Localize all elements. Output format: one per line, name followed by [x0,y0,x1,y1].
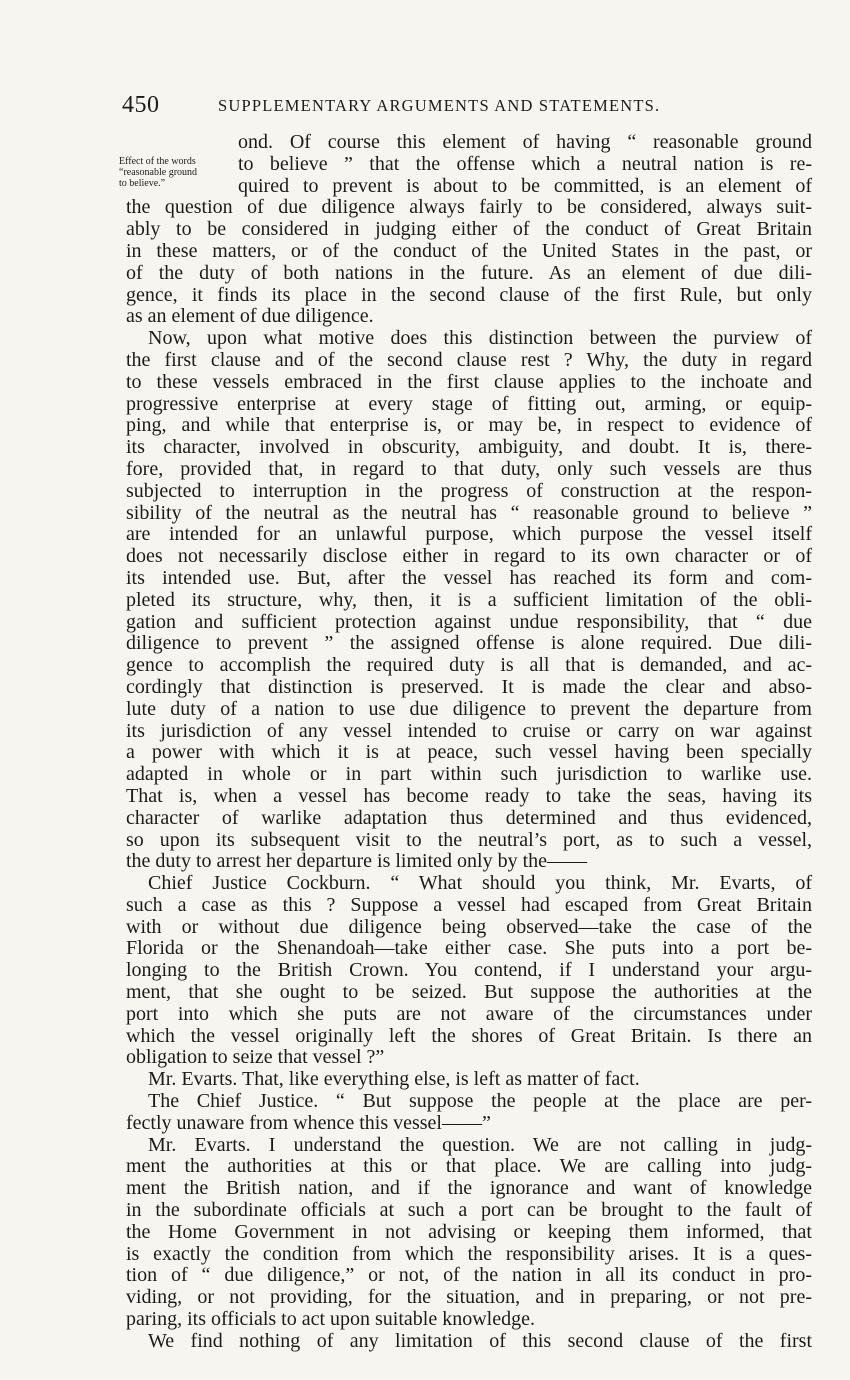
text-line: to these vessels embraced in the first clause applies to the inchoate and [126,370,812,393]
text-line: diligence to prevent ” the assigned offense is alone required. Due dili- [126,632,812,655]
text-line: fore, provided that, in regard to that duty, only such vessels are thus [126,457,812,480]
text-line: The Chief Justice. “ But suppose the people at the place are per- [148,1090,812,1113]
text-line: of the duty of both nations in the future. As an element of due dili- [126,261,812,284]
text-line: That is, when a vessel has become ready to take the seas, having its [126,784,812,807]
text-line: Now, upon what motive does this distinction between the purview of [148,327,812,350]
text-line: a power with which it is at peace, such vessel having been specially [126,741,812,764]
text-line: port into which she puts are not aware of the circumstances under [126,1002,812,1025]
text-line: obligation to seize that vessel ?” [126,1046,385,1069]
text-line: does not necessarily disclose either in regard to its own character or of [126,545,812,568]
text-line: its character, involved in obscurity, ambiguity, and doubt. It is, there- [126,436,812,459]
text-line: ably to be considered in judging either of the conduct of Great Britain [126,218,812,241]
text-line: the duty to arrest her departure is limited only by the—— [126,850,587,873]
text-line: We find nothing of any limitation of this second clause of the first [148,1329,812,1352]
text-line: quired to prevent is about to be committed, is an element of [238,174,812,197]
text-line: ment, that she ought to be seized. But suppose the authorities at the [126,981,812,1004]
text-line: the first clause and of the second clause rest ? Why, the duty in regard [126,348,812,371]
text-line: progressive enterprise at every stage of fitting out, arming, or equip- [126,392,812,415]
marginal-note-line: “reasonable ground [119,167,198,178]
text-line: ond. Of course this element of having “ reasonable ground [238,131,812,153]
page-header [122,92,812,116]
text-line: adapted in whole or in part within such jurisdiction to warlike use. [126,763,812,786]
marginal-note-line: Effect of the words [119,156,196,167]
body-text [126,132,812,1353]
text-line: ment the British nation, and if the ignorance and want of knowledge [126,1177,812,1200]
text-line: gation and sufficient protection against undue responsibility, that “ due [126,610,812,633]
text-line: character of warlike adaptation thus determined and thus evidenced, [126,806,812,829]
text-line: pleted its structure, why, then, it is a sufficient limitation of the obli- [126,588,812,611]
text-line: tion of “ due diligence,” or not, of the nation in all its conduct in pro- [126,1264,812,1287]
text-line: so upon its subsequent visit to the neutral’s port, as to such a vessel, [126,828,812,851]
page-number: 450 [122,92,160,118]
text-line: Mr. Evarts. I understand the question. We are not calling in judg- [148,1133,812,1156]
marginal-note-line: to believe.” [119,178,166,189]
text-line: in the subordinate officials at such a port can be brought to the fault of [126,1199,812,1222]
text-line: is exactly the condition from which the responsibility arises. It is a ques- [126,1242,812,1265]
text-line: Chief Justice Cockburn. “ What should you think, Mr. Evarts, of [148,872,812,895]
text-line: gence to accomplish the required duty is all that is demanded, and ac- [126,654,812,677]
text-line: the question of due diligence always fairly to be considered, always suit- [126,196,812,219]
text-line: paring, its officials to act upon suitable knowledge. [126,1308,535,1331]
text-line: subjected to interruption in the progress of construction at the respon- [126,479,812,502]
text-line: sibility of the neutral as the neutral has “ reasonable ground to believe ” [126,501,812,524]
text-line: its jurisdiction of any vessel intended to cruise or carry on war against [126,719,812,742]
text-line: cordingly that distinction is preserved. It is made the clear and abso- [126,675,812,698]
text-line: longing to the British Crown. You contend, if I understand your argu- [126,959,812,982]
text-line: Mr. Evarts. That, like everything else, is left as matter of fact. [148,1068,640,1091]
text-line: such a case as this ? Suppose a vessel had escaped from Great Britain [126,893,812,916]
text-line: the Home Government in not advising or keeping them informed, that [126,1220,812,1243]
text-line: Florida or the Shenandoah—take either case. She puts into a port be- [126,937,812,960]
text-line: viding, or not providing, for the situation, and in preparing, or not pre- [126,1286,812,1309]
text-line: ment the authorities at this or that place. We are calling into judg- [126,1155,812,1178]
text-line: which the vessel originally left the shores of Great Britain. Is there an [126,1024,812,1047]
text-line: ping, and while that enterprise is, or may be, in respect to evidence of [126,414,812,437]
text-line: gence, it finds its place in the second clause of the first Rule, but only [126,283,812,306]
text-line: fectly unaware from whence this vessel——” [126,1111,491,1134]
text-line: in these matters, or of the conduct of the United States in the past, or [126,239,812,262]
text-line: its intended use. But, after the vessel has reached its form and com- [126,566,812,589]
text-line: are intended for an unlawful purpose, which purpose the vessel itself [126,523,812,546]
text-line: as an element of due diligence. [126,305,374,328]
text-line: to believe ” that the offense which a neutral nation is re- [238,152,812,175]
text-line: with or without due diligence being observed—take the case of the [126,915,812,938]
text-line: lute duty of a nation to use due diligence to prevent the departure from [126,697,812,720]
running-title: SUPPLEMENTARY ARGUMENTS AND STATEMENTS. [218,96,661,115]
